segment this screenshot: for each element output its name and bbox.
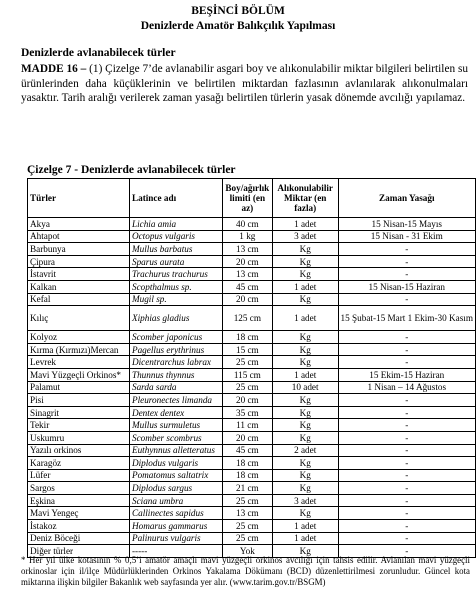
table-row [28,532,476,545]
table-body [28,218,476,558]
size-limit-cell: 13 cm [222,268,272,281]
amount-cell: 1 adet [272,520,338,533]
species-cell: Yazılı orkinos [28,444,130,457]
latin-name-cell: Mugil sp. [129,293,222,306]
table-row [28,419,476,432]
size-limit-cell: 25 cm [222,532,272,545]
size-limit-cell: 20 cm [222,394,272,407]
section-title: Denizlerde avlanabilecek türler [21,47,176,59]
species-cell: Mavi Yengeç [28,507,130,520]
species-cell: Kolyoz [28,331,130,344]
size-limit-cell: 18 cm [222,331,272,344]
amount-cell: Kg [272,507,338,520]
amount-cell: Kg [272,268,338,281]
species-table [27,178,476,558]
latin-name-cell: Sciana umbra [129,494,222,507]
species-cell: Uskumru [28,431,130,444]
time-ban-cell: - [338,293,475,306]
size-limit-cell: 13 cm [222,243,272,256]
size-limit-cell: 35 cm [222,406,272,419]
species-cell: Tekir [28,419,130,432]
species-cell: Kalkan [28,280,130,293]
chapter-heading: BEŞİNCİ BÖLÜM [191,5,285,17]
table-row [28,507,476,520]
size-limit-cell: 25 cm [222,356,272,369]
time-ban-cell: - [338,469,475,482]
size-limit-cell: 20 cm [222,293,272,306]
size-limit-cell: 40 cm [222,218,272,231]
time-ban-cell: - [338,255,475,268]
time-ban-cell: 15 Nisan - 31 Ekim [338,230,475,243]
amount-cell: Kg [272,331,338,344]
table-row [28,444,476,457]
latin-name-cell: Diplodus sargus [129,482,222,495]
species-cell: Kırma (Kırmızı)Mercan [28,343,130,356]
species-cell: Palamut [28,381,130,394]
amount-cell: Kg [272,482,338,495]
size-limit-cell: 25 cm [222,520,272,533]
size-limit-cell: 115 cm [222,368,272,381]
header-latin: Latince adı [129,179,222,218]
footnote: * Her yıl ülke kotasının % 0,5’i amatör amaçlı mavi yüzgeçli orkinos avcılığı için tahsis edilir. Avlanılan mavi yüzgeçli orkinoslar için il/ilçe Müdürlüklerinden Orkinos Yakalama Dökümanı (BCD) düzenlettirilmesi zorunludur. Güncel kota miktarına ilişkin bilgiler Bakanlık web sayfasında yer alır. (www.tarim.gov.tr/BSGM) [21,555,470,587]
table-row [28,268,476,281]
species-cell: Pisi [28,394,130,407]
table-row [28,469,476,482]
species-cell: Çipura [28,255,130,268]
table-header-row [28,179,476,218]
amount-cell: Kg [272,356,338,369]
table-row [28,306,476,331]
size-limit-cell: 45 cm [222,280,272,293]
size-limit-cell: 1 kg [222,230,272,243]
chapter-subtitle: Denizlerde Amatör Balıkçılık Yapılması [140,20,336,32]
table-row [28,406,476,419]
amount-cell: Kg [272,293,338,306]
latin-name-cell: Scopthalmus sp. [129,280,222,293]
amount-cell: 1 adet [272,280,338,293]
size-limit-cell: 20 cm [222,431,272,444]
size-limit-cell: 125 cm [222,306,272,331]
table-row [28,243,476,256]
table-row [28,218,476,231]
size-limit-cell: 45 cm [222,444,272,457]
latin-name-cell: Diplodus vulgaris [129,457,222,470]
latin-name-cell: Sparus aurata [129,255,222,268]
species-cell: Sargos [28,482,130,495]
time-ban-cell: 15 Nisan-15 Haziran [338,280,475,293]
species-cell: Diğer türler [28,545,130,558]
article-text: (1) Çizelge 7’de avlanabilir asgari boy ve alıkonulabilir miktar bilgileri belirtilen su ürünlerinden daha küçüklerinin ve belirtilen miktardan fazlasının avlanılarak alıkonulmaları yasaktır. Tarih aralığı verilerek zaman yasağı belirtilen türlerin yasak dönemde avcılığı yapılamaz. [21,63,468,105]
latin-name-cell: Sarda sarda [129,381,222,394]
amount-cell: 2 adet [272,444,338,457]
time-ban-cell: - [338,494,475,507]
table-row [28,381,476,394]
header-amount: Alıkonulabilir Miktar (en fazla) [272,179,338,218]
table-row [28,482,476,495]
latin-name-cell: Pomatomus saltatrix [129,469,222,482]
species-cell: Sinagrit [28,406,130,419]
species-cell: İstakoz [28,520,130,533]
time-ban-cell: - [338,331,475,344]
species-cell: İstavrit [28,268,130,281]
amount-cell: Kg [272,394,338,407]
amount-cell: 1 adet [272,306,338,331]
time-ban-cell: - [338,431,475,444]
time-ban-cell: 15 Şubat-15 Mart 1 Ekim-30 Kasım [338,306,475,331]
time-ban-cell: - [338,520,475,533]
time-ban-cell: - [338,444,475,457]
latin-name-cell: Xiphias gladius [129,306,222,331]
time-ban-cell: 1 Nisan – 14 Ağustos [338,381,475,394]
header-time-ban: Zaman Yasağı [338,179,475,218]
time-ban-cell: - [338,343,475,356]
amount-cell: Kg [272,457,338,470]
species-cell: Mavi Yüzgeçli Orkinos* [28,368,130,381]
latin-name-cell: Thunnus thynnus [129,368,222,381]
latin-name-cell: Palinurus vulgaris [129,532,222,545]
header-size-limit: Boy/ağırlık limiti (en az) [222,179,272,218]
amount-cell: 3 adet [272,494,338,507]
species-cell: Kefal [28,293,130,306]
table-row [28,431,476,444]
table-row [28,343,476,356]
table-row [28,280,476,293]
size-limit-cell: 21 cm [222,482,272,495]
article-label: MADDE 16 – [21,63,87,75]
latin-name-cell: Scomber scombrus [129,431,222,444]
latin-name-cell: Pleuronectes limanda [129,394,222,407]
latin-name-cell: ----- [129,545,222,558]
species-cell: Barbunya [28,243,130,256]
species-cell: Levrek [28,356,130,369]
latin-name-cell: Octopus vulgaris [129,230,222,243]
header-species: Türler [28,179,130,218]
amount-cell: 10 adet [272,381,338,394]
table-caption: Çizelge 7 - Denizlerde avlanabilecek türler [27,164,236,176]
article-paragraph [21,62,468,106]
time-ban-cell: 15 Ekim-15 Haziran [338,368,475,381]
species-cell: Kılıç [28,306,130,331]
size-limit-cell: 25 cm [222,381,272,394]
amount-cell: 1 adet [272,532,338,545]
amount-cell: Kg [272,406,338,419]
table-row [28,293,476,306]
latin-name-cell: Homarus gammarus [129,520,222,533]
amount-cell: 1 adet [272,218,338,231]
latin-name-cell: Callinectes sapidus [129,507,222,520]
table-row [28,255,476,268]
table-row [28,520,476,533]
amount-cell: 3 adet [272,230,338,243]
amount-cell: Kg [272,243,338,256]
table-row [28,457,476,470]
species-cell: Ahtapot [28,230,130,243]
latin-name-cell: Dicentrarchus labrax [129,356,222,369]
time-ban-cell: - [338,419,475,432]
amount-cell: Kg [272,419,338,432]
latin-name-cell: Scomber japonicus [129,331,222,344]
species-cell: Deniz Böceği [28,532,130,545]
amount-cell: 1 adet [272,368,338,381]
size-limit-cell: 20 cm [222,255,272,268]
table-row [28,494,476,507]
species-cell: Eşkina [28,494,130,507]
table-row [28,230,476,243]
size-limit-cell: 18 cm [222,457,272,470]
time-ban-cell: - [338,268,475,281]
time-ban-cell: - [338,243,475,256]
time-ban-cell: - [338,457,475,470]
latin-name-cell: Euthynnus alletteratus [129,444,222,457]
time-ban-cell: - [338,545,475,558]
latin-name-cell: Pagellus erythrinus [129,343,222,356]
latin-name-cell: Mullus barbatus [129,243,222,256]
amount-cell: Kg [272,469,338,482]
table-row [28,394,476,407]
time-ban-cell: - [338,532,475,545]
time-ban-cell: - [338,507,475,520]
amount-cell: Kg [272,545,338,558]
latin-name-cell: Trachurus trachurus [129,268,222,281]
amount-cell: Kg [272,255,338,268]
time-ban-cell: 15 Nisan-15 Mayıs [338,218,475,231]
time-ban-cell: - [338,394,475,407]
latin-name-cell: Lichia amia [129,218,222,231]
amount-cell: Kg [272,431,338,444]
size-limit-cell: 25 cm [222,494,272,507]
species-cell: Karagöz [28,457,130,470]
size-limit-cell: 13 cm [222,507,272,520]
time-ban-cell: - [338,356,475,369]
latin-name-cell: Mullus surmuletus [129,419,222,432]
amount-cell: Kg [272,343,338,356]
table-row [28,331,476,344]
species-cell: Akya [28,218,130,231]
species-cell: Lüfer [28,469,130,482]
time-ban-cell: - [338,482,475,495]
table-row [28,368,476,381]
size-limit-cell: 15 cm [222,343,272,356]
size-limit-cell: Yok [222,545,272,558]
time-ban-cell: - [338,406,475,419]
size-limit-cell: 18 cm [222,469,272,482]
latin-name-cell: Dentex dentex [129,406,222,419]
size-limit-cell: 11 cm [222,419,272,432]
table-row [28,356,476,369]
